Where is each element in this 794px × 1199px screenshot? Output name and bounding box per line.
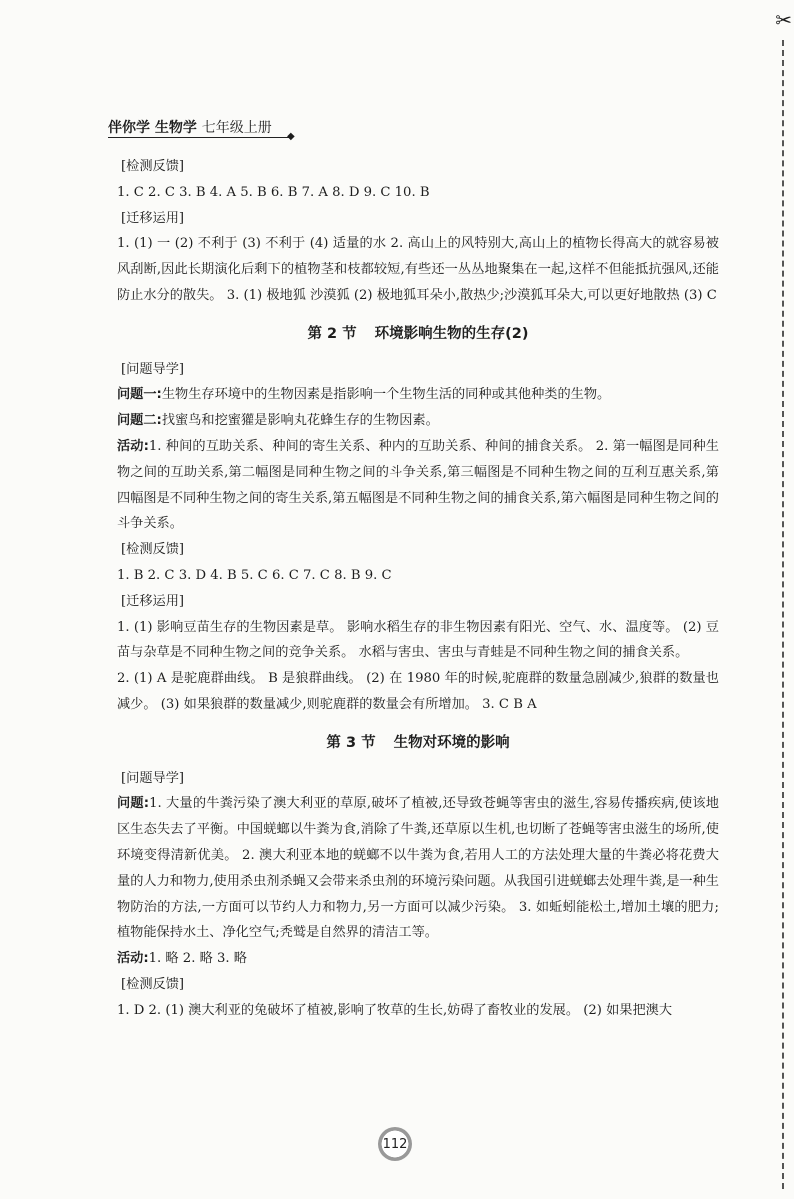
section-number: 第 3 节 (326, 734, 376, 751)
check-feedback-tag: [检测反馈] (121, 542, 185, 558)
question-one (117, 382, 719, 408)
header-rule (108, 137, 292, 138)
question-one-text: 生物生存环境中的生物因素是指影响一个生物生活的同种或其他种类的生物。 (161, 387, 611, 403)
check-text: 1. D 2. (1) 澳大利亚的兔破坏了植被,影响了牧草的生长,妨碍了畜牧业的发展。 (2) 如果把澳大 (117, 1002, 673, 1018)
diamond-icon: ◆ (287, 131, 295, 142)
apply-text: 2. (1) A 是驼鹿群曲线。 B 是狼群曲线。 (2) 在 1980 年的时候,驼鹿群的数量急剧减少,狼群的数量也减少。 (3) 如果狼群的数量减少,则驼鹿群的数量会有所增加。 3. C B A (117, 671, 719, 712)
question-two-text: 找蜜鸟和挖蜜獾是影响丸花蜂生存的生物因素。 (161, 413, 439, 429)
section-title: 生物对环境的影响 (393, 734, 510, 751)
activity-label: 活动: (117, 438, 149, 454)
section-title: 环境影响生物的生存(2) (374, 325, 529, 342)
section-heading (117, 322, 719, 348)
check-feedback-tag: [检测反馈] (121, 159, 185, 174)
check-feedback-tag: [检测反馈] (121, 976, 185, 992)
book-title: 伴你学 生物学 (108, 120, 197, 136)
section-heading (117, 731, 719, 757)
question-two-label: 问题二: (117, 413, 162, 429)
apply-text: 1. (1) 影响豆苗生存的生物因素是草。 影响水稻生存的非生物因素有阳光、空气、水、温度等。 (2) 豆苗与杂草是不同种生物之间的竞争关系。 水稻与害虫、害虫与青蛙是不同种生物之间的捕食关系。 (117, 619, 719, 661)
section-number: 第 2 节 (307, 325, 357, 342)
activity (117, 434, 719, 537)
question-two (117, 408, 719, 434)
apply-text: 1. (1) 一 (2) 不利于 (3) 不利于 (4) 适量的水 2. 高山上的风特别大,高山上的植物长得高大的就容易被风刮断,因此长期演化后剩下的植物茎和枝都较短,有些还一丛丛地聚集在一起,这样不但能抵抗强风,还能防止水分的散失。 3. (1) 极地狐 沙漠狐 (2) 极地狐耳朵小,散热少;沙漠狐耳朵大,可以更好地散热 (3) C (117, 236, 719, 303)
grade-label: 七年级上册 (201, 120, 272, 136)
question-text: 1. 大量的牛粪污染了澳大利亚的草原,破坏了植被,还导致苍蝇等害虫的滋生,容易传播疾病,使该地区生态失去了平衡。中国蜣螂以牛粪为食,消除了牛粪,还草原以生机,也切断了苍蝇等害虫滋生的场所,使环境变得清新优美。 2. 澳大利亚本地的蜣螂不以牛粪为食,若用人工的方法处理大量的牛粪必将花费大量的人力和物力,使用杀虫剂杀蝇又会带来杀虫剂的环境污染问题。从我国引进蜣螂去处理牛粪,是一种生物防治的方法,一方面可以节约人力和物力,另一方面可以减少污染。 3. 如蚯蚓能松土,增加土壤的肥力;植物能保持水土、净化空气;秃鹫是自然界的清洁工等。 (117, 796, 719, 941)
question-guide-tag: [问题导学] (121, 361, 185, 377)
activity (117, 946, 719, 972)
question-label: 问题: (117, 796, 150, 812)
page-number-badge (378, 1127, 412, 1161)
cut-guide-line (782, 40, 784, 1189)
activity-text: 1. 略 2. 略 3. 略 (148, 951, 247, 967)
activity-text: 1. 种间的互助关系、种间的寄生关系、种内的互助关系、种间的捕食关系。 2. 第一幅图是同种生物之间的互助关系,第二幅图是同种生物之间的斗争关系,第三幅图是不同种生物之间的互利互惠关系,第四幅图是不同种生物之间的寄生关系,第五幅图是不同种生物之间的捕食关系,第六幅图是同种生物之间的斗争关系。 (117, 438, 719, 532)
question-one-label: 问题一: (117, 387, 162, 403)
check-answers: 1. C 2. C 3. B 4. A 5. B 6. B 7. A 8. D 9. C 10. B (117, 184, 430, 200)
apply-tag: [迁移运用] (121, 593, 185, 609)
apply-tag: [迁移运用] (121, 210, 185, 226)
running-header (108, 117, 272, 137)
question-guide-tag: [问题导学] (121, 770, 185, 786)
page-number: 112 (382, 1136, 408, 1152)
question (117, 791, 719, 946)
answer-content (117, 154, 719, 1024)
check-answers: 1. B 2. C 3. D 4. B 5. C 6. C 7. C 8. B 9. C (117, 567, 392, 583)
scissors-icon: ✂ (775, 8, 792, 32)
activity-label: 活动: (117, 951, 149, 967)
